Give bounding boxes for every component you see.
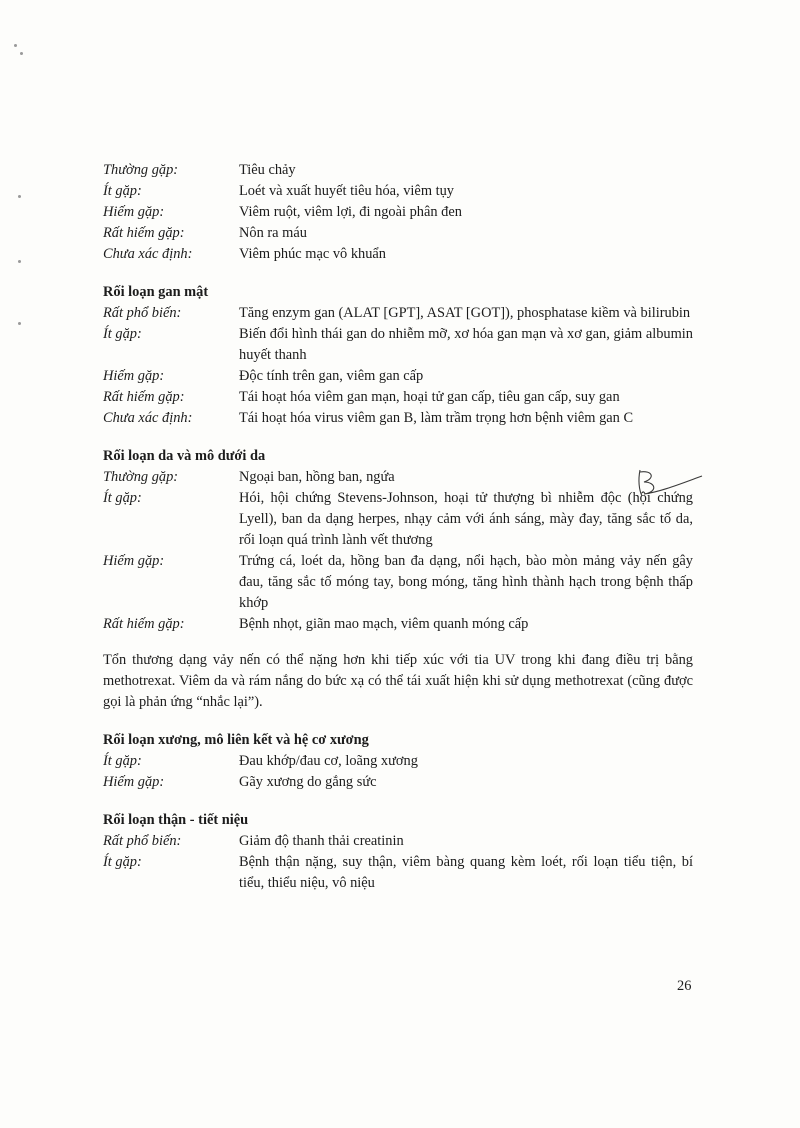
frequency-term: Rất hiếm gặp:	[103, 389, 185, 405]
list-item	[103, 772, 693, 793]
frequency-term: Hiếm gặp:	[103, 368, 165, 384]
frequency-term: Rất phổ biến:	[103, 833, 182, 849]
list-item	[103, 751, 693, 772]
frequency-term: Chưa xác định:	[103, 246, 193, 262]
effect-description: Loét và xuất huyết tiêu hóa, viêm tụy	[239, 183, 455, 199]
section-heading: Rối loạn da và mô dưới da	[103, 448, 266, 464]
scan-artifact	[14, 44, 17, 47]
effect-description: Viêm phúc mạc vô khuẩn	[239, 246, 386, 262]
section-gastrointestinal	[103, 160, 693, 265]
list-item	[103, 387, 693, 408]
body-paragraph: Tổn thương dạng vảy nến có thể nặng hơn khi tiếp xúc với tia UV trong khi đang điều trị bằng methotrexat. Viêm da và rám nắng do bức xạ có thể tái xuất hiện khi sử dụng methotrexat (cũng được gọi là phản ứng “nhắc lại”).	[103, 652, 693, 710]
effect-description: Tái hoạt hóa viêm gan mạn, hoại tử gan cấp, tiêu gan cấp, suy gan	[239, 389, 620, 405]
effect-description: Nôn ra máu	[239, 225, 307, 241]
list-item	[103, 467, 693, 488]
list-item	[103, 852, 693, 894]
scan-artifact	[20, 52, 23, 55]
effect-description: Tăng enzym gan (ALAT [GPT], ASAT [GOT]), phosphatase kiềm và bilirubin	[239, 305, 691, 321]
frequency-term: Hiếm gặp:	[103, 553, 165, 569]
frequency-term: Ít gặp:	[103, 854, 142, 870]
list-item	[103, 303, 693, 324]
section-renal	[103, 810, 693, 894]
section-skin	[103, 446, 693, 635]
frequency-term: Ít gặp:	[103, 326, 142, 342]
effect-description: Tiêu chảy	[239, 162, 296, 178]
frequency-term: Ít gặp:	[103, 183, 142, 199]
frequency-term: Hiếm gặp:	[103, 204, 165, 220]
section-heading: Rối loạn thận - tiết niệu	[103, 812, 249, 828]
list-item	[103, 181, 693, 202]
frequency-term: Rất hiếm gặp:	[103, 616, 185, 632]
section-musculoskeletal	[103, 730, 693, 793]
list-item	[103, 551, 693, 614]
list-item	[103, 223, 693, 244]
list-item	[103, 160, 693, 181]
page-number: 26	[677, 978, 692, 994]
list-item	[103, 488, 693, 551]
frequency-term: Rất hiếm gặp:	[103, 225, 185, 241]
effect-description: Tái hoạt hóa virus viêm gan B, làm trầm trọng hơn bệnh viêm gan C	[239, 410, 634, 426]
effect-description: Ngoại ban, hồng ban, ngứa	[239, 469, 395, 485]
list-item	[103, 614, 693, 635]
list-item	[103, 244, 693, 265]
effect-description: Biến đổi hình thái gan do nhiễm mỡ, xơ hóa gan mạn và xơ gan, giảm albumin huyết thanh	[239, 326, 693, 363]
section-hepatobiliary	[103, 282, 693, 429]
effect-description: Bệnh nhọt, giãn mao mạch, viêm quanh móng cấp	[239, 616, 529, 632]
list-item	[103, 366, 693, 387]
list-item	[103, 324, 693, 366]
scan-artifact	[18, 195, 21, 198]
effect-description: Giảm độ thanh thải creatinin	[239, 833, 404, 849]
effect-description: Viêm ruột, viêm lợi, đi ngoài phân đen	[239, 204, 462, 220]
effect-description: Hói, hội chứng Stevens-Johnson, hoại tử thượng bì nhiễm độc (hội chứng Lyell), ban da dạng herpes, nhạy cảm với ánh sáng, mày đay, tăng sắc tố da, rối loạn quá trình lành vết thương	[239, 490, 693, 548]
effect-description: Trứng cá, loét da, hồng ban đa dạng, nổi hạch, bào mòn mảng vảy nến gây đau, tăng sắc tố móng tay, bong móng, tăng hình thành hạch trong bệnh thấp khớp	[239, 553, 693, 611]
handwritten-initial-mark	[630, 462, 710, 502]
effect-description: Bệnh thận nặng, suy thận, viêm bàng quang kèm loét, rối loạn tiểu tiện, bí tiểu, thiểu niệu, vô niệu	[239, 854, 693, 891]
frequency-term: Ít gặp:	[103, 753, 142, 769]
frequency-term: Thường gặp:	[103, 469, 179, 485]
scan-artifact	[18, 322, 21, 325]
effect-description: Độc tính trên gan, viêm gan cấp	[239, 368, 424, 384]
frequency-term: Thường gặp:	[103, 162, 179, 178]
list-item	[103, 202, 693, 223]
document-body	[103, 160, 693, 894]
frequency-term: Ít gặp:	[103, 490, 142, 506]
frequency-term: Chưa xác định:	[103, 410, 193, 426]
frequency-term: Hiếm gặp:	[103, 774, 165, 790]
frequency-term: Rất phổ biến:	[103, 305, 182, 321]
scan-artifact	[18, 260, 21, 263]
list-item	[103, 408, 693, 429]
effect-description: Gãy xương do gắng sức	[239, 774, 377, 790]
section-heading: Rối loạn gan mật	[103, 284, 209, 300]
list-item	[103, 831, 693, 852]
effect-description: Đau khớp/đau cơ, loãng xương	[239, 753, 418, 769]
section-heading: Rối loạn xương, mô liên kết và hệ cơ xương	[103, 732, 369, 748]
